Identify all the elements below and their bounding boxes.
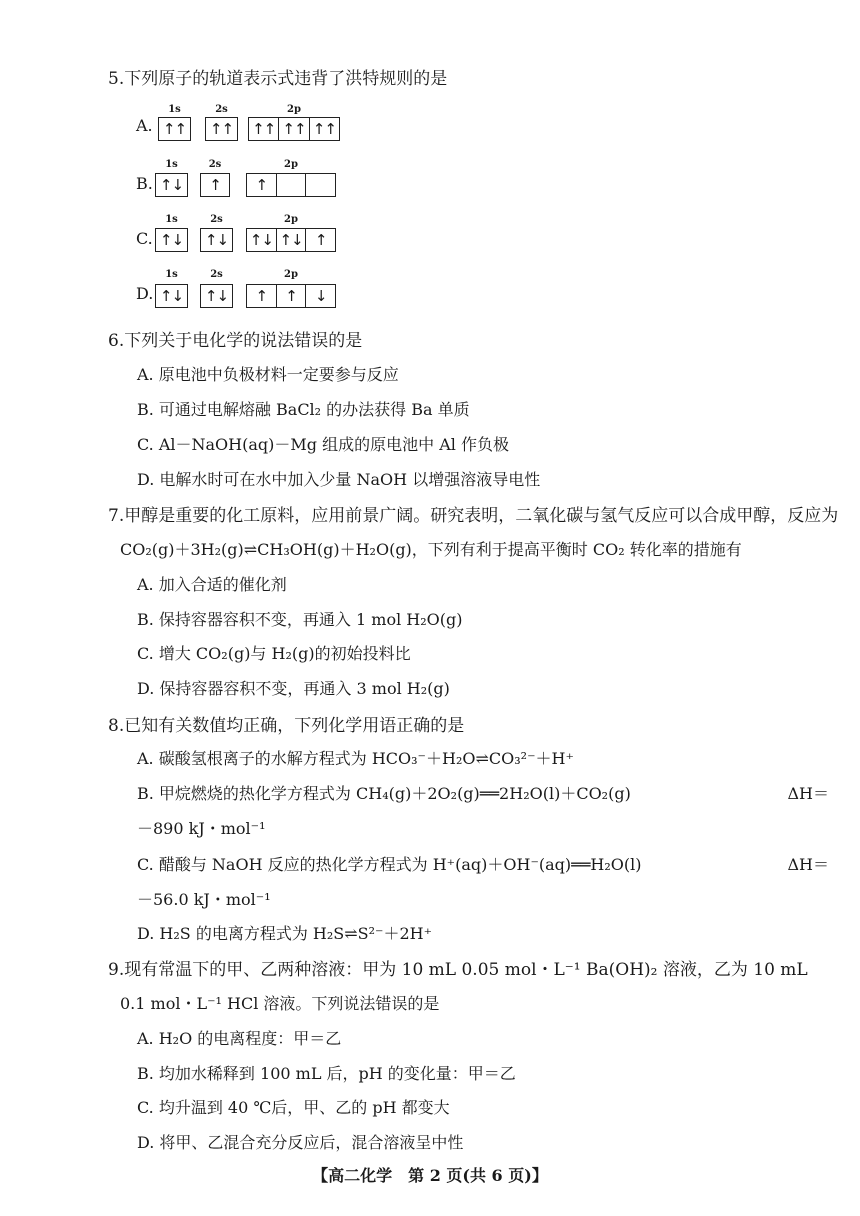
- orbital-cell: ↑↑: [162, 120, 187, 138]
- orbital-cell: ↑↑: [279, 118, 309, 140]
- orbital-box-1s: [158, 117, 191, 141]
- subshell-label-2p: 2p: [287, 104, 301, 115]
- q6-option-b: B. 可通过电解熔融 BaCl₂ 的办法获得 Ba 单质: [137, 400, 470, 419]
- subshell-label-2s: 2s: [210, 269, 223, 280]
- orbital-cell: ↑↓: [204, 231, 229, 249]
- orbital-cell: ↑↓: [159, 287, 184, 305]
- q6-stem: 6.下列关于电化学的说法错误的是: [108, 331, 363, 351]
- subshell-label-1s: 1s: [165, 159, 178, 170]
- orbital-cell: ↑↓: [247, 229, 277, 251]
- q8-option-d: D. H₂S 的电离方程式为 H₂S⇌S²⁻＋2H⁺: [137, 924, 433, 943]
- q7-stem: 7.甲醇是重要的化工原料，应用前景广阔。研究表明，二氧化碳与氢气反应可以合成甲醇，反应为: [108, 506, 839, 526]
- q8-stem: 8.已知有关数值均正确，下列化学用语正确的是: [108, 716, 465, 736]
- subshell-label-2s: 2s: [215, 104, 228, 115]
- orbital-cell: ↓: [314, 287, 327, 305]
- orbital-cell: ↑: [277, 285, 307, 307]
- q6-option-a: A. 原电池中负极材料一定要参与反应: [137, 365, 399, 384]
- q7-stem-continued: CO₂(g)＋3H₂(g)⇌CH₃OH(g)＋H₂O(g)，下列有利于提高平衡时 CO₂ 转化率的措施有: [120, 540, 742, 559]
- subshell-label-1s: 1s: [165, 269, 178, 280]
- orbital-cell: [277, 174, 307, 196]
- q8-option-b-continued: －890 kJ・mol⁻¹: [137, 819, 266, 838]
- orbital-box-1s: [155, 284, 188, 308]
- orbital-cell: ↑↓: [159, 231, 184, 249]
- orbital-box-2s: [200, 173, 230, 197]
- q7-option-b: B. 保持容器容积不变，再通入 1 mol H₂O(g): [137, 610, 463, 629]
- orbital-cell: ↑↑: [209, 120, 234, 138]
- subshell-label-2s: 2s: [208, 159, 222, 170]
- q8-option-a: A. 碳酸氢根离子的水解方程式为 HCO₃⁻＋H₂O⇌CO₃²⁻＋H⁺: [137, 749, 574, 768]
- q9-option-d: D. 将甲、乙混合充分反应后，混合溶液呈中性: [137, 1133, 464, 1152]
- page-footer: 【高二化学 第 2 页(共 6 页)】: [312, 1166, 548, 1185]
- q5-option-d-label: D.: [136, 284, 154, 303]
- subshell-label-1s: 1s: [165, 214, 178, 225]
- orbital-box-2p: [248, 117, 340, 141]
- q8-option-c-text: C. 醋酸与 NaOH 反应的热化学方程式为 H⁺(aq)＋OH⁻(aq)══H₂O(l): [137, 855, 642, 874]
- orbital-cell: ↑↑: [312, 120, 336, 138]
- orbital-box-1s: [155, 173, 188, 197]
- orbital-box-2s: [200, 284, 233, 308]
- orbital-cell: ↑↓: [277, 229, 307, 251]
- orbital-box-2s: [205, 117, 238, 141]
- orbital-cell: ↑: [247, 174, 277, 196]
- subshell-label-1s: 1s: [168, 104, 181, 115]
- q7-option-d: D. 保持容器容积不变，再通入 3 mol H₂(g): [137, 679, 450, 698]
- orbital-cell: ↑: [247, 285, 277, 307]
- orbital-cell: [306, 174, 335, 196]
- orbital-box-2p: [246, 173, 336, 197]
- orbital-box-1s: [155, 228, 188, 252]
- orbital-box-2p: [246, 284, 336, 308]
- orbital-cell: ↑↑: [249, 118, 279, 140]
- q6-option-d: D. 电解水时可在水中加入少量 NaOH 以增强溶液导电性: [137, 470, 541, 489]
- q5-stem: 5.下列原子的轨道表示式违背了洪特规则的是: [108, 69, 448, 89]
- orbital-cell: ↑↓: [204, 287, 229, 305]
- q8-option-b: [137, 781, 829, 804]
- q8-option-c-delta-h: ΔH＝: [787, 855, 829, 874]
- q8-option-b-text: B. 甲烷燃烧的热化学方程式为 CH₄(g)＋2O₂(g)══2H₂O(l)＋CO₂(g): [137, 784, 631, 803]
- subshell-label-2s: 2s: [210, 214, 223, 225]
- q7-option-a: A. 加入合适的催化剂: [137, 575, 287, 594]
- orbital-cell: ↑↓: [159, 176, 184, 194]
- q9-stem: 9.现有常温下的甲、乙两种溶液：甲为 10 mL 0.05 mol・L⁻¹ Ba(OH)₂ 溶液，乙为 10 mL: [108, 960, 808, 980]
- q5-option-c-label: C.: [136, 229, 153, 248]
- q8-option-c-continued: －56.0 kJ・mol⁻¹: [137, 890, 271, 909]
- q7-option-c: C. 增大 CO₂(g)与 H₂(g)的初始投料比: [137, 644, 411, 663]
- subshell-label-2p: 2p: [284, 214, 298, 225]
- subshell-label-2p: 2p: [284, 269, 298, 280]
- q8-option-c: [137, 852, 829, 875]
- orbital-cell: ↑: [314, 231, 327, 249]
- q8-option-b-delta-h: ΔH＝: [787, 784, 829, 803]
- orbital-box-2s: [200, 228, 233, 252]
- q9-stem-continued: 0.1 mol・L⁻¹ HCl 溶液。下列说法错误的是: [120, 994, 440, 1013]
- q5-option-a-label: A.: [136, 116, 153, 135]
- orbital-cell: ↑: [209, 176, 221, 194]
- q9-option-a: A. H₂O 的电离程度：甲＝乙: [137, 1029, 342, 1048]
- orbital-box-2p: [246, 228, 336, 252]
- q9-option-b: B. 均加水稀释到 100 mL 后，pH 的变化量：甲＝乙: [137, 1064, 516, 1083]
- subshell-label-2p: 2p: [284, 159, 298, 170]
- q6-option-c: C. Al－NaOH(aq)－Mg 组成的原电池中 Al 作负极: [137, 435, 509, 454]
- q5-option-b-label: B.: [136, 174, 153, 193]
- q9-option-c: C. 均升温到 40 ℃后，甲、乙的 pH 都变大: [137, 1098, 450, 1117]
